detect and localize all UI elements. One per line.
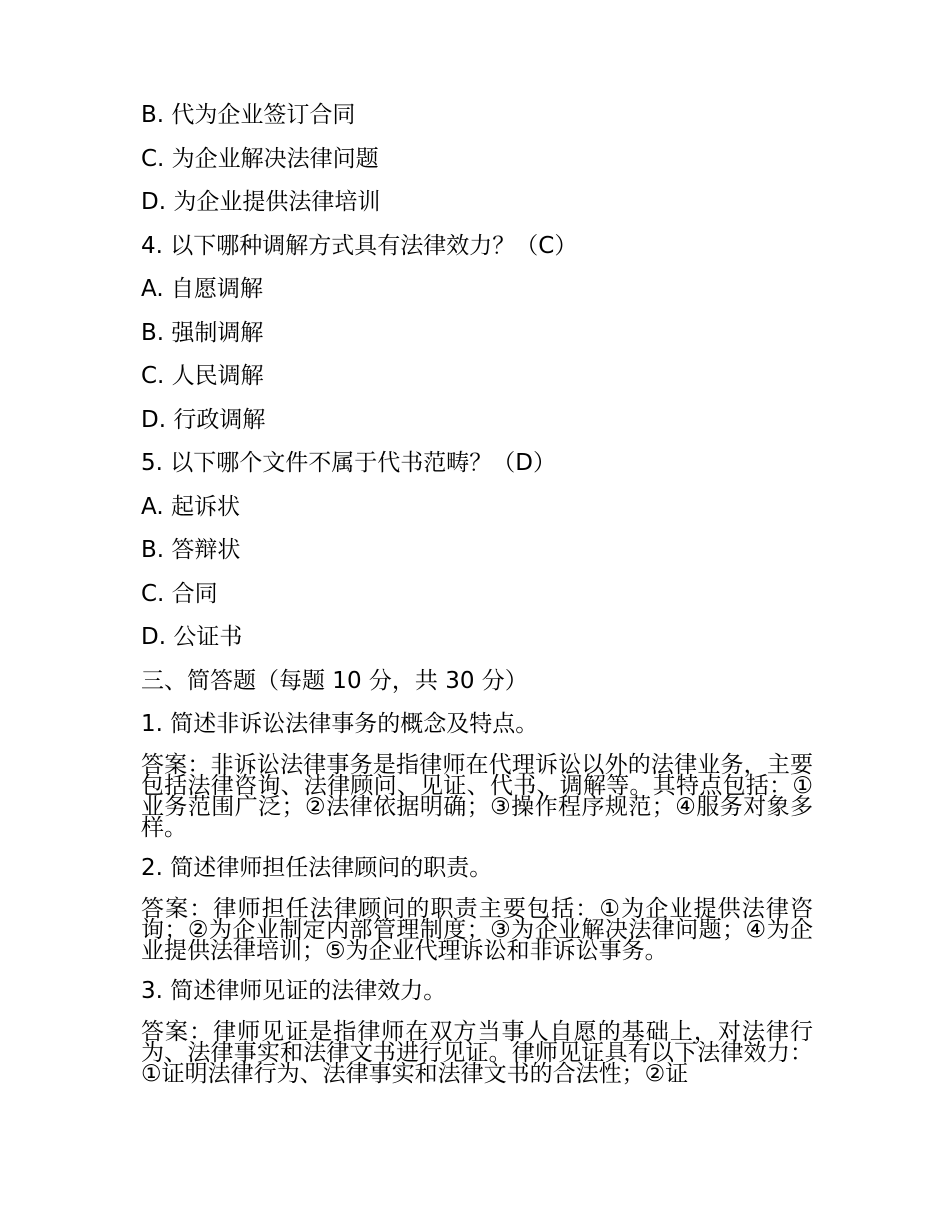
document-page [141, 102, 813, 1085]
short-answer-question-1: 1. 简述非诉讼法律事务的概念及特点。 [141, 711, 539, 737]
option-a-q4: A. 自愿调解 [141, 276, 263, 302]
option-d-q4: D. 行政调解 [141, 406, 266, 433]
option-b-q3: B. 代为企业签订合同 [141, 102, 356, 128]
option-d-q5: D. 公证书 [141, 624, 243, 650]
option-d-q3: D. 为企业提供法律培训 [141, 189, 381, 215]
option-b-q4: B. 强制调解 [141, 319, 264, 346]
option-a-q5: A. 起诉状 [141, 493, 240, 520]
question-5: 5. 以下哪个文件不属于代书范畴？（D） [141, 450, 556, 476]
short-answer-answer-2: 答案：律师担任法律顾问的职责主要包括：①为企业提供法律咨询；②为企业制定内部管理制度；③为企业解决法律问题；④为企业提供法律培训；⑤为企业代理诉讼和非诉讼事务。 [141, 895, 813, 964]
option-c-q4: C. 人民调解 [141, 363, 264, 389]
question-4: 4. 以下哪种调解方式具有法律效力？（C） [141, 232, 578, 259]
short-answer-question-2: 2. 简述律师担任法律顾问的职责。 [141, 855, 493, 881]
option-c-q3: C. 为企业解决法律问题 [141, 145, 379, 172]
short-answer-answer-3: 答案：律师见证是指律师在双方当事人自愿的基础上，对法律行为、法律事实和法律文书进行见证。律师见证具有以下法律效力：①证明法律行为、法律事实和法律文书的合法性；②证 [141, 1018, 813, 1087]
option-b-q5: B. 答辩状 [141, 537, 241, 563]
short-answer-answer-1: 答案：非诉讼法律事务是指律师在代理诉讼以外的法律业务，主要包括法律咨询、法律顾问、见证、代书、调解等。其特点包括：①业务范围广泛；②法律依据明确；③操作程序规范；④服务对象多样。 [141, 751, 813, 841]
short-answer-question-3: 3. 简述律师见证的法律效力。 [141, 978, 447, 1004]
option-c-q5: C. 合同 [141, 580, 218, 607]
section-heading-short-answer: 三、简答题（每题 10 分，共 30 分） [141, 667, 528, 694]
